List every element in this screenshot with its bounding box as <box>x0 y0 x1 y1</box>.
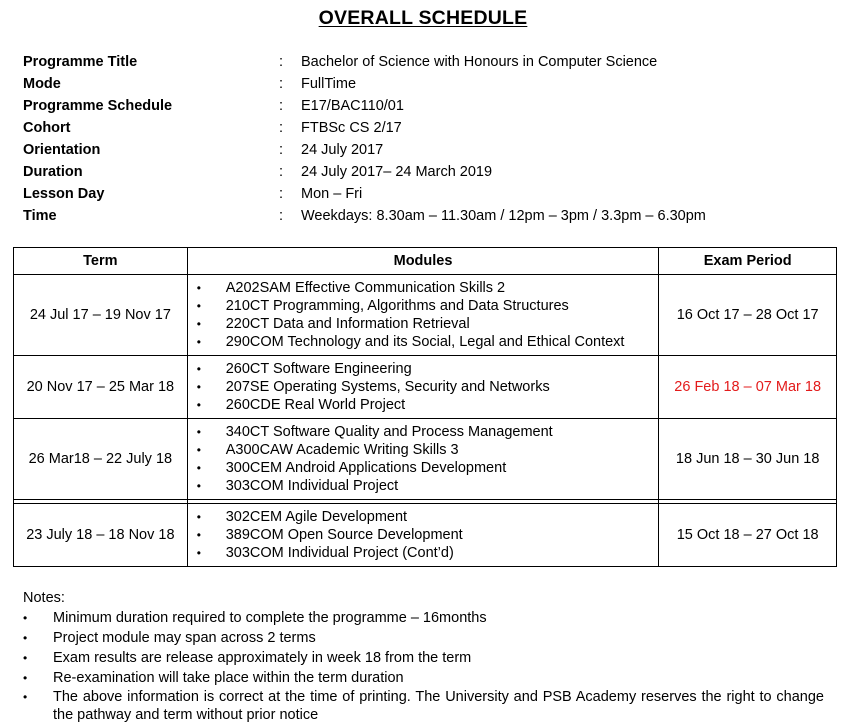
module-name: 302CEM Agile Development <box>225 509 408 525</box>
list-item <box>23 668 824 688</box>
list-item <box>188 508 659 526</box>
list-item <box>188 423 659 441</box>
list-item <box>188 360 659 378</box>
note-text: Minimum duration required to complete the programme – 16months <box>53 610 487 626</box>
info-value: FTBSc CS 2/17 <box>301 120 402 136</box>
info-label: Duration <box>23 164 83 180</box>
bullet-icon: • <box>196 317 201 331</box>
info-value: Bachelor of Science with Honours in Computer Science <box>301 54 658 70</box>
info-value: FullTime <box>301 76 357 92</box>
list-item <box>188 297 659 315</box>
bullet-icon: • <box>196 398 201 412</box>
info-value: E17/BAC110/01 <box>301 98 404 114</box>
module-name: 220CT Data and Information Retrieval <box>225 316 470 332</box>
info-colon: : <box>279 208 284 224</box>
table-row <box>14 419 837 500</box>
bullet-icon: • <box>196 362 201 376</box>
table-header-row <box>14 248 837 275</box>
term-cell: 24 Jul 17 – 19 Nov 17 <box>14 275 188 356</box>
table-row <box>14 504 837 567</box>
info-value: 24 July 2017– 24 March 2019 <box>301 164 493 180</box>
bullet-icon: • <box>196 443 201 457</box>
info-colon: : <box>279 142 284 158</box>
bullet-icon: • <box>23 690 28 704</box>
module-list <box>188 279 659 351</box>
list-item <box>188 396 659 414</box>
module-name: 210CT Programming, Algorithms and Data Structures <box>225 298 569 314</box>
info-label: Programme Schedule <box>23 98 173 114</box>
list-item <box>188 279 659 297</box>
bullet-icon: • <box>196 528 201 542</box>
modules-cell <box>187 356 659 419</box>
list-item <box>23 688 824 724</box>
info-colon: : <box>279 98 284 114</box>
module-name: 260CT Software Engineering <box>225 361 412 377</box>
exam-period-cell: 26 Feb 18 – 07 Mar 18 <box>659 356 837 419</box>
bullet-icon: • <box>196 299 201 313</box>
bullet-icon: • <box>196 510 201 524</box>
module-name: A300CAW Academic Writing Skills 3 <box>225 442 459 458</box>
bullet-icon: • <box>196 380 201 394</box>
note-text: Project module may span across 2 terms <box>53 630 316 646</box>
term-cell: 20 Nov 17 – 25 Mar 18 <box>14 356 188 419</box>
bullet-icon: • <box>23 611 28 625</box>
info-label: Lesson Day <box>23 186 105 202</box>
info-value: 24 July 2017 <box>301 142 384 158</box>
notes-title: Notes: <box>23 590 65 606</box>
column-header-modules: Modules <box>187 248 659 275</box>
module-name: 303COM Individual Project <box>225 478 399 494</box>
column-header-exam-period: Exam Period <box>659 248 837 275</box>
bullet-icon: • <box>196 281 201 295</box>
module-name: 303COM Individual Project (Cont’d) <box>225 545 454 561</box>
exam-period-cell: 18 Jun 18 – 30 Jun 18 <box>659 419 837 500</box>
info-colon: : <box>279 120 284 136</box>
notes-section <box>23 589 824 724</box>
module-list <box>188 360 659 414</box>
info-colon: : <box>279 164 284 180</box>
bullet-icon: • <box>196 335 201 349</box>
note-text: Re-examination will take place within the term duration <box>53 670 404 686</box>
list-item <box>188 477 659 495</box>
info-colon: : <box>279 54 284 70</box>
info-label: Time <box>23 208 57 224</box>
bullet-icon: • <box>196 425 201 439</box>
info-colon: : <box>279 76 284 92</box>
list-item <box>23 608 824 628</box>
term-cell: 26 Mar18 – 22 July 18 <box>14 419 188 500</box>
column-header-term: Term <box>14 248 188 275</box>
info-label: Programme Title <box>23 54 138 70</box>
list-item <box>188 526 659 544</box>
module-name: 290COM Technology and its Social, Legal and Ethical Context <box>225 334 625 350</box>
list-item <box>23 628 824 648</box>
list-item <box>23 648 824 668</box>
table-row <box>14 275 837 356</box>
exam-period-cell: 16 Oct 17 – 28 Oct 17 <box>659 275 837 356</box>
module-list <box>188 508 659 562</box>
table-row <box>14 356 837 419</box>
modules-cell <box>187 419 659 500</box>
bullet-icon: • <box>196 479 201 493</box>
module-name: 340CT Software Quality and Process Management <box>225 424 553 440</box>
module-name: 300CEM Android Applications Development <box>225 460 507 476</box>
modules-cell <box>187 504 659 567</box>
list-item <box>188 459 659 477</box>
info-value: Mon – Fri <box>301 186 363 202</box>
module-name: 389COM Open Source Development <box>225 527 463 543</box>
info-value: Weekdays: 8.30am – 11.30am / 12pm – 3pm / 3.3pm – 6.30pm <box>301 208 706 224</box>
module-name: 260CDE Real World Project <box>225 397 406 413</box>
note-text: Exam results are release approximately in week 18 from the term <box>53 650 472 666</box>
info-label: Orientation <box>23 142 101 158</box>
module-list <box>188 423 659 495</box>
bullet-icon: • <box>196 461 201 475</box>
module-name: A202SAM Effective Communication Skills 2 <box>225 280 506 296</box>
info-colon: : <box>279 186 284 202</box>
module-name: 207SE Operating Systems, Security and Networks <box>225 379 550 395</box>
schedule-table <box>13 247 837 567</box>
list-item <box>188 544 659 562</box>
bullet-icon: • <box>23 651 28 665</box>
modules-cell <box>187 275 659 356</box>
page-title: OVERALL SCHEDULE <box>318 7 528 29</box>
list-item <box>188 315 659 333</box>
list-item <box>188 333 659 351</box>
term-cell: 23 July 18 – 18 Nov 18 <box>14 504 188 567</box>
note-text: The above information is correct at the time of printing. The University and PSB Academy reserves the right to change the pathway and term without prior notice <box>53 689 824 723</box>
exam-period-cell: 15 Oct 18 – 27 Oct 18 <box>659 504 837 567</box>
bullet-icon: • <box>196 546 201 560</box>
list-item <box>188 441 659 459</box>
info-label: Cohort <box>23 120 71 136</box>
info-label: Mode <box>23 76 61 92</box>
bullet-icon: • <box>23 671 28 685</box>
bullet-icon: • <box>23 631 28 645</box>
list-item <box>188 378 659 396</box>
